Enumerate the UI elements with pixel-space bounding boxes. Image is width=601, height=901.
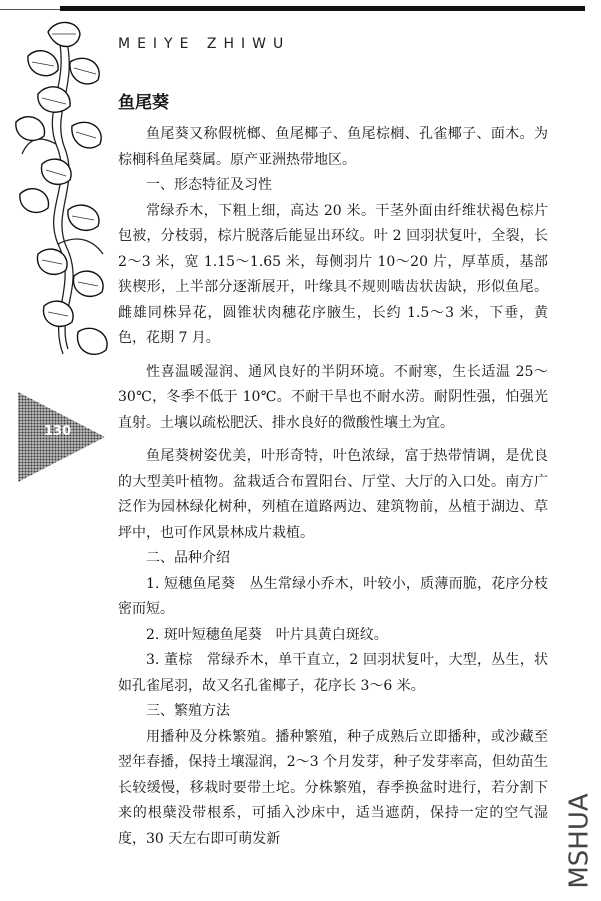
morphology-paragraph: 常绿乔木，下粗上细，高达 20 米。干茎外面由纤维状褐色棕片包被，分枝弱，棕片脱落后能显出环纹。叶 2 回羽状复叶，全裂，长 2～3 米，宽 1.15～1.65 米，每侧羽片 10～20 片，厚革质，基部狭楔形，上半部分逐渐展开，叶缘具不规则啮齿状齿缺，形似鱼尾。雌雄同株异花，圆锥状肉穗花序腋生，长约 1.5～3 米，下垂，黄色，花期 7 月。 xyxy=(118,202,548,346)
propagation-paragraph: 用播种及分株繁殖。播种繁殖，种子成熟后立即播种，或沙藏至翌年春播，保持土壤湿润，2～3 个月发芽，种子发芽率高，但幼苗生长较缓慢，移栽时要带土坨。分株繁殖，春季换盆时进行，若分割下来的根蘖没带根系，可插入沙床中，适当遮荫，保持一定的空气湿度，30 天左右即可萌发新 xyxy=(118,728,548,847)
usage-paragraph: 鱼尾葵树姿优美，叶形奇特，叶色浓绿，富于热带情调，是优良的大型美叶植物。盆栽适合布置阳台、厅堂、大厅的入口处。南方广泛作为园林绿化树种，列植在道路两边、建筑物前，丛植于湖边、草坪中，也可作风景林成片栽植。 xyxy=(118,448,548,541)
variety-item: 2. 斑叶短穗鱼尾葵 叶片具黄白斑纹。 xyxy=(146,626,388,643)
top-rule xyxy=(60,6,585,11)
top-rule-left xyxy=(0,9,60,10)
section-heading-morphology: 一、形态特征及习性 xyxy=(146,177,272,193)
habit-paragraph: 性喜温暖湿润、通风良好的半阴环境。不耐寒，生长适温 25～30℃，冬季不低于 10℃。不耐干旱也不耐水涝。耐阴性强，怕强光直射。土壤以疏松肥沃、排水良好的微酸性壤土为宜。 xyxy=(118,363,548,431)
variety-item: 1. 短穗鱼尾葵 丛生常绿小乔木，叶较小，质薄而脆，花序分枝密而短。 xyxy=(118,575,548,617)
svg-text:MSHUA: MSHUA xyxy=(564,793,595,889)
section-heading-varieties: 二、品种介绍 xyxy=(146,550,230,566)
watermark xyxy=(560,786,600,896)
variety-item: 3. 董棕 常绿乔木，单干直立，2 回羽状复叶，大型，丛生，状如孔雀尾羽，故又名孔雀椰子，花序长 3～6 米。 xyxy=(118,652,548,694)
page-number: 130 xyxy=(44,424,72,439)
intro-paragraph: 鱼尾葵又称假桄榔、鱼尾椰子、鱼尾棕榈、孔雀椰子、面木。为棕榈科鱼尾葵属。原产亚洲热带地区。 xyxy=(118,126,548,168)
article-title: 鱼尾葵 xyxy=(118,93,169,113)
running-header: MEIYE ZHIWU xyxy=(118,36,291,52)
article-body xyxy=(118,90,548,852)
section-heading-propagation: 三、繁殖方法 xyxy=(146,703,230,719)
climbing-leaf-vine-illustration-icon xyxy=(8,14,118,364)
